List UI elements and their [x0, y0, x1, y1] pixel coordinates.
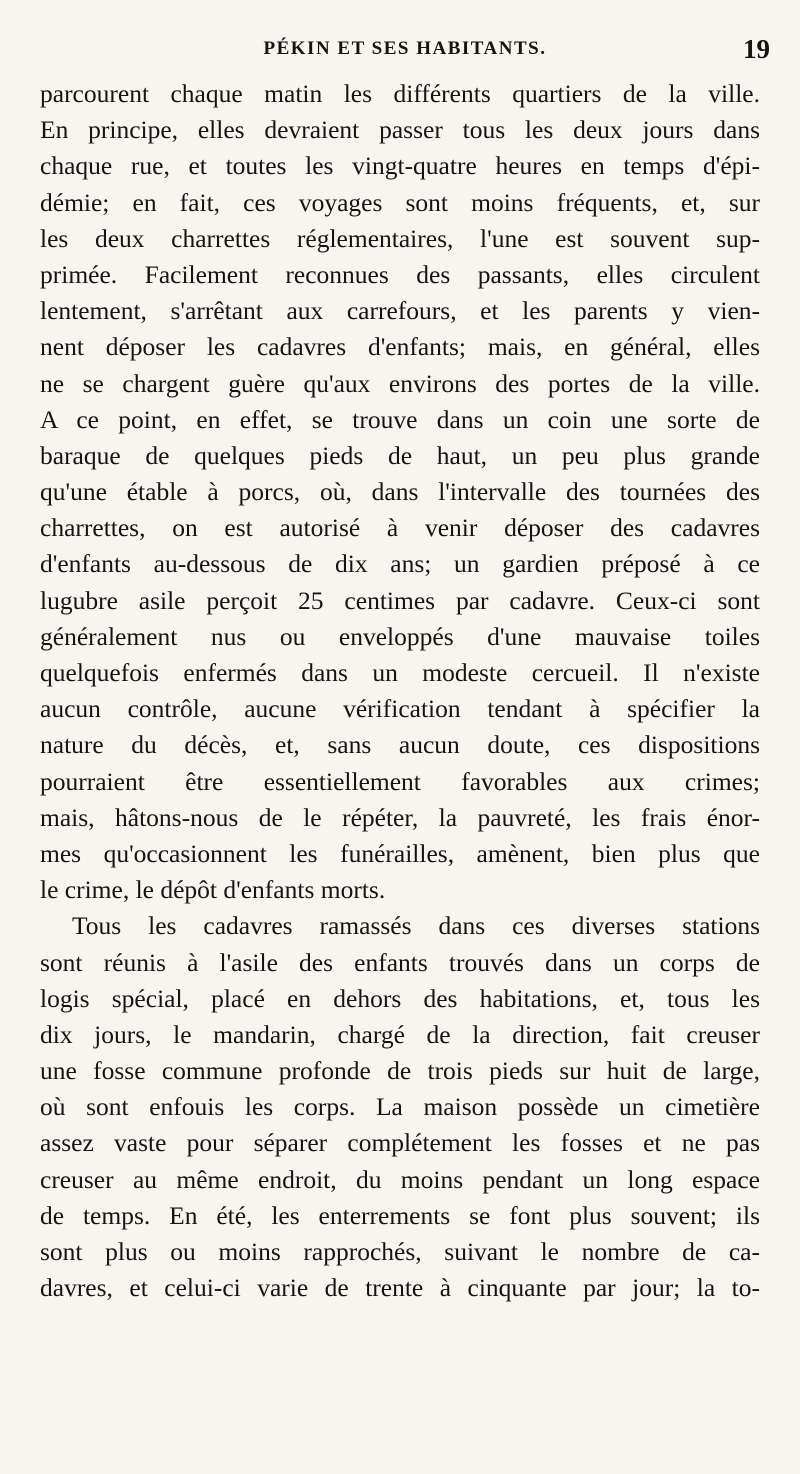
text-line: davres, et celui-ci varie de trente à cinquante par jour; la to- — [40, 1273, 760, 1303]
text-line: sont plus ou moins rapprochés, suivant le nombre de ca- — [40, 1237, 760, 1266]
text-line: ne se chargent guère qu'aux environs des portes de la ville. — [40, 368, 760, 398]
running-head — [40, 34, 770, 68]
text-line: parcourent chaque matin les différents quartiers de la ville. — [40, 79, 760, 108]
text-line: quelquefois enfermés dans un modeste cercueil. Il n'existe — [40, 658, 760, 687]
text-line: les deux charrettes réglementaires, l'une est souvent sup- — [40, 223, 760, 253]
text-line: dix jours, le mandarin, chargé de la direction, fait creuser — [40, 1019, 760, 1049]
text-line: aucun contrôle, aucune vérification tendant à spécifier la — [40, 694, 760, 724]
text-line: mais, hâtons-nous de le répéter, la pauvreté, les frais énor- — [40, 802, 760, 832]
text-line: de temps. En été, les enterrements se font plus souvent; ils — [40, 1200, 760, 1230]
text-line: généralement nus ou enveloppés d'une mauvaise toiles — [40, 621, 760, 651]
text-line: charrettes, on est autorisé à venir déposer des cadavres — [40, 513, 760, 543]
text-line: d'enfants au-dessous de dix ans; un gardien préposé à ce — [40, 549, 760, 579]
text-line: démie; en fait, ces voyages sont moins fréquents, et, sur — [40, 187, 760, 217]
page-number: 19 — [743, 34, 770, 64]
body-text — [40, 76, 760, 1306]
text-line: une fosse commune profonde de trois pieds sur huit de large, — [40, 1056, 760, 1086]
text-line: logis spécial, placé en dehors des habitations, et, tous les — [40, 983, 760, 1013]
text-line: lugubre asile perçoit 25 centimes par cadavre. Ceux-ci sont — [40, 585, 760, 615]
text-line: où sont enfouis les corps. La maison possède un cimetière — [40, 1092, 760, 1122]
text-line: nature du décès, et, sans aucun doute, ces dispositions — [40, 730, 760, 760]
paragraph-end-line: le crime, le dépôt d'enfants morts. — [40, 875, 386, 905]
text-line: sont réunis à l'asile des enfants trouvés dans un corps de — [40, 947, 760, 977]
text-line: creuser au même endroit, du moins pendant un long espace — [40, 1164, 760, 1194]
text-line: chaque rue, et toutes les vingt-quatre heures en temps d'épi- — [40, 151, 760, 181]
text-line: primée. Facilement reconnues des passants, elles circulent — [40, 259, 760, 289]
text-line: assez vaste pour séparer complétement les fosses et ne pas — [40, 1128, 760, 1158]
text-line: mes qu'occasionnent les funérailles, amènent, bien plus que — [40, 838, 760, 868]
running-title: PÉKIN ET SES HABITANTS. — [263, 38, 547, 59]
text-line: nent déposer les cadavres d'enfants; mais, en général, elles — [40, 332, 760, 362]
text-line: qu'une étable à porcs, où, dans l'intervalle des tournées des — [40, 477, 760, 507]
text-line: En principe, elles devraient passer tous les deux jours dans — [40, 115, 760, 145]
text-line: lentement, s'arrêtant aux carrefours, et les parents y vien- — [40, 296, 760, 326]
text-line: A ce point, en effet, se trouve dans un coin une sorte de — [40, 404, 760, 434]
text-line: baraque de quelques pieds de haut, un peu plus grande — [40, 440, 760, 470]
paragraph-start-line: Tous les cadavres ramassés dans ces diverses stations — [72, 911, 760, 941]
text-line: pourraient être essentiellement favorables aux crimes; — [40, 766, 760, 796]
